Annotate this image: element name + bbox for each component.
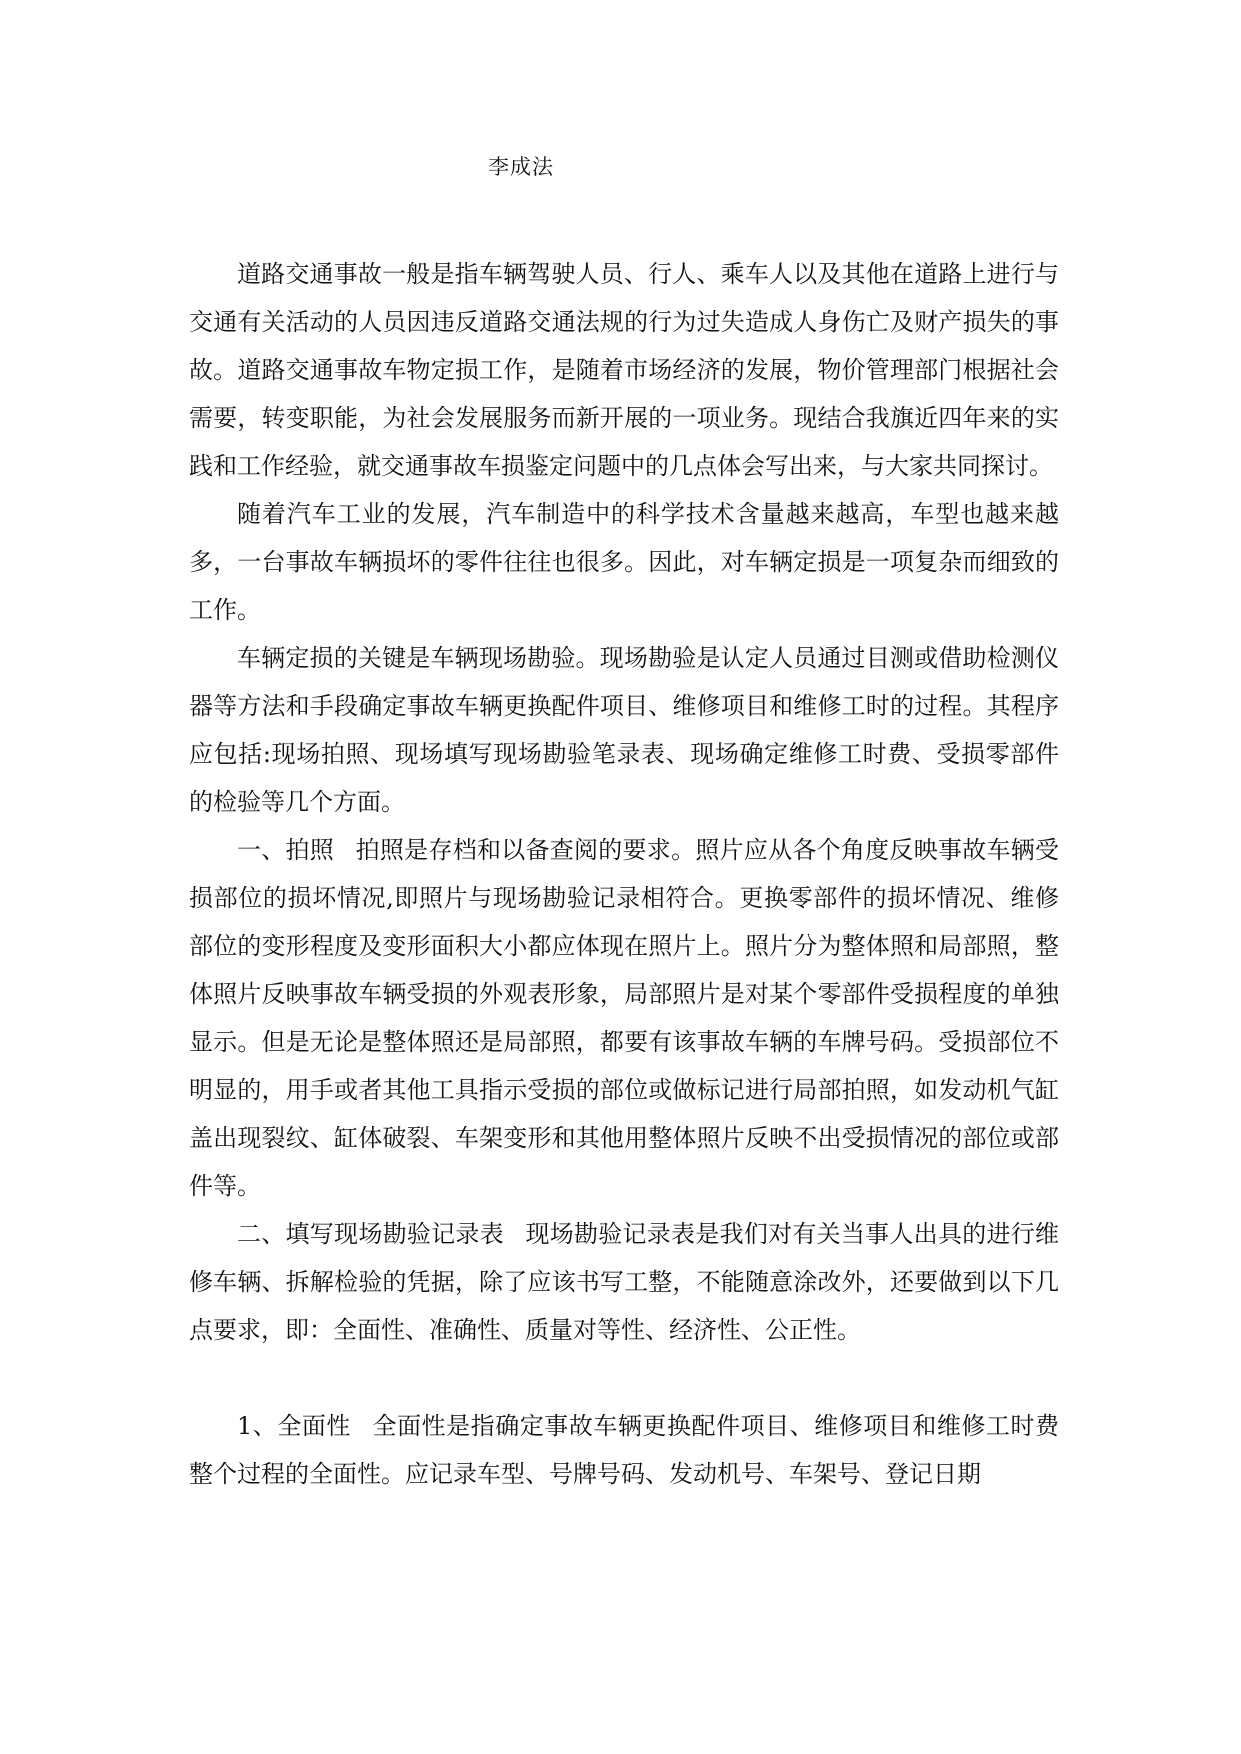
section-heading: 一、拍照 [237,836,335,864]
paragraph-automotive-development [189,490,1059,634]
paragraph-text: 车辆定损的关键是车辆现场勘验。现场勘验是认定人员通过目测或借助检测仪器等方法和手段确定事故车辆更换配件项目、维修项目和维修工时的过程。其程序应包括:现场拍照、现场填写现场勘验笔录表、现场确定维修工时费、受损零部件的检验等几个方面。 [189,644,1059,816]
paragraph-comprehensiveness [189,1402,1059,1498]
section-heading: 1、全面性 [237,1412,351,1440]
paragraph-photography [189,826,1059,1210]
section-heading: 二、填写现场勘验记录表 [237,1220,504,1248]
paragraph-text: 现场勘验记录表是我们对有关当事人出具的进行维修车辆、拆解检验的凭据，除了应该书写工整，不能随意涂改外，还要做到以下几点要求，即：全面性、准确性、质量对等性、经济性、公正性。 [189,1220,1059,1344]
paragraph-text: 道路交通事故一般是指车辆驾驶人员、行人、乘车人以及其他在道路上进行与交通有关活动的人员因违反道路交通法规的行为过失造成人身伤亡及财产损失的事故。道路交通事故车物定损工作，是随着市场经济的发展，物价管理部门根据社会需要，转变职能，为社会发展服务而新开展的一项业务。现结合我旗近四年来的实践和工作经验，就交通事故车损鉴定问题中的几点体会写出来，与大家共同探讨。 [189,260,1059,480]
paragraph-intro [189,250,1059,490]
paragraph-text: 拍照是存档和以备查阅的要求。照片应从各个角度反映事故车辆受损部位的损坏情况,即照片与现场勘验记录相符合。更换零部件的损坏情况、维修部位的变形程度及变形面积大小都应体现在照片上。照片分为整体照和局部照，整体照片反映事故车辆受损的外观表形象，局部照片是对某个零部件受损程度的单独显示。但是无论是整体照还是局部照，都要有该事故车辆的车牌号码。受损部位不明显的，用手或者其他工具指示受损的部位或做标记进行局部拍照，如发动机气缸盖出现裂纹、缸体破裂、车架变形和其他用整体照片反映不出受损情况的部位或部件等。 [189,836,1060,1200]
paragraph-text: 全面性是指确定事故车辆更换配件项目、维修项目和维修工时费整个过程的全面性。应记录车型、号牌号码、发动机号、车架号、登记日期 [189,1412,1059,1488]
paragraph-inspection-record [189,1210,1059,1354]
author-name: 李成法 [488,155,554,179]
paragraph-text: 随着汽车工业的发展，汽车制造中的科学技术含量越来越高，车型也越来越多，一台事故车辆损坏的零件往往也很多。因此，对车辆定损是一项复杂而细致的工作。 [189,500,1059,624]
paragraph-site-inspection [189,634,1059,826]
document-body [189,250,1059,1498]
